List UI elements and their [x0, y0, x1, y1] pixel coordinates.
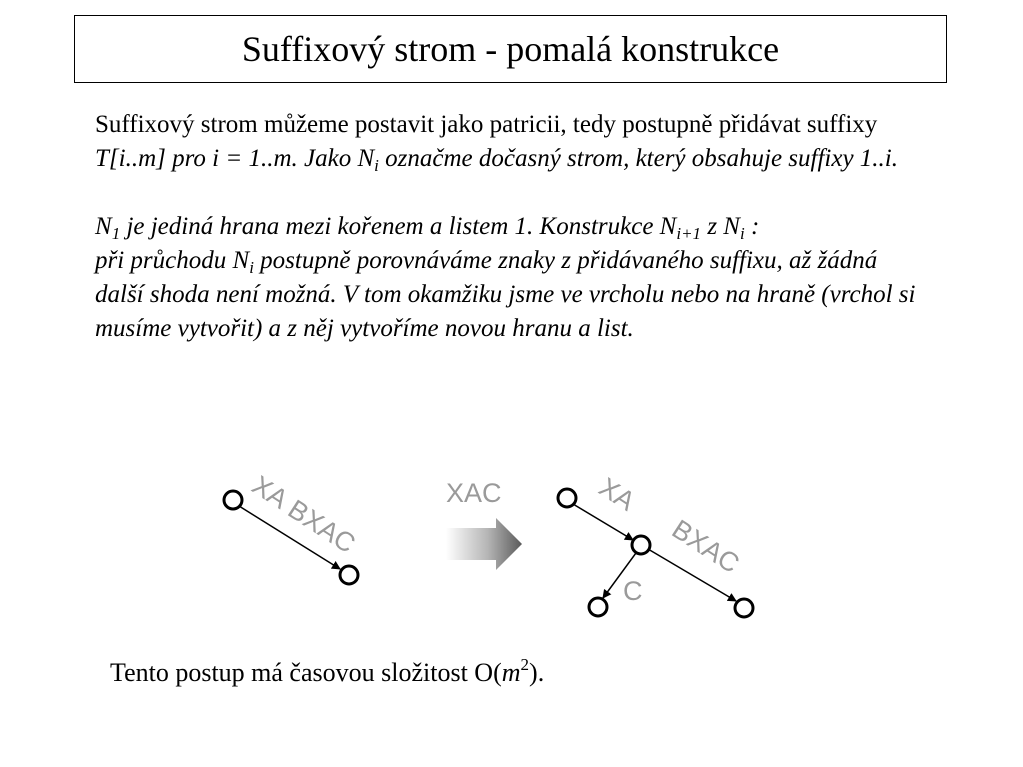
paragraph-1-italic-text: T[i..m] pro i = 1..m. Jako N	[95, 145, 375, 172]
before-label-xa: XA	[246, 469, 294, 515]
paragraph-3-text-2: postupně porovnáváme znaky z přidávaného suffixu, až žádná další shoda není možná. V tom okamžiku jsme ve vrcholu nebo na hraně (vrchol si musíme vytvořit) a z něj vytvoříme novou hranu a list.	[95, 247, 916, 342]
complexity-text-1: Tento postup má časovou složitost O(	[110, 658, 502, 687]
paragraph-2-text-3: :	[744, 213, 760, 240]
after-label-bxac: BXAC	[666, 513, 745, 580]
paragraph-3-text-1: při průchodu N	[95, 247, 250, 274]
transition-arrow	[446, 478, 522, 570]
complexity-variable: m	[501, 658, 521, 687]
after-label-c: C	[623, 576, 643, 606]
slide-title	[74, 15, 947, 83]
paragraph-2-text-2: z N	[701, 213, 740, 240]
before-leaf-node	[340, 566, 358, 584]
paragraph-2-sub-3: i	[739, 224, 745, 243]
paragraph-1-italic-end: označme dočasný strom, který obsahuje suffixy 1..i.	[378, 145, 899, 172]
paragraph-3-italic	[95, 247, 915, 342]
paragraph-1-subscript: i	[374, 156, 379, 175]
complexity-note	[110, 656, 544, 690]
after-internal-node	[632, 536, 650, 554]
after-leaf-node-left	[589, 598, 607, 616]
before-label-bxac: BXAC	[282, 493, 361, 560]
before-tree	[224, 470, 361, 584]
suffix-tree-diagram	[200, 462, 780, 632]
paragraph-1	[95, 108, 925, 176]
paragraph-2-sub-2: i+1	[676, 224, 702, 243]
after-root-node	[558, 489, 576, 507]
paragraph-1-italic	[95, 145, 899, 175]
after-tree	[558, 472, 753, 617]
paragraph-2-text-1: je jediná hrana mezi kořenem a listem 1. Konstrukce N	[120, 213, 677, 240]
paragraph-2	[95, 210, 925, 244]
complexity-exponent: 2	[520, 655, 530, 674]
paragraph-2-n: N	[95, 213, 112, 240]
paragraph-3	[95, 244, 925, 346]
paragraph-gap	[95, 176, 925, 210]
after-label-xa: XA	[593, 471, 641, 517]
slide-title-text: Suffixový strom - pomalá konstrukce	[241, 29, 780, 69]
complexity-text-2: ).	[529, 658, 545, 687]
after-leaf-node-right	[735, 599, 753, 617]
paragraph-2-sub-1: 1	[111, 224, 121, 243]
body-text	[95, 108, 925, 346]
paragraph-1-plain: Suffixový strom můžeme postavit jako patricii, tedy postupně přidávat suffixy	[95, 111, 878, 138]
paragraph-2-italic	[95, 213, 760, 243]
right-arrow-icon	[446, 518, 522, 570]
before-root-node	[224, 491, 242, 509]
paragraph-3-sub: i	[249, 258, 254, 277]
arrow-label-xac: XAC	[446, 478, 502, 508]
